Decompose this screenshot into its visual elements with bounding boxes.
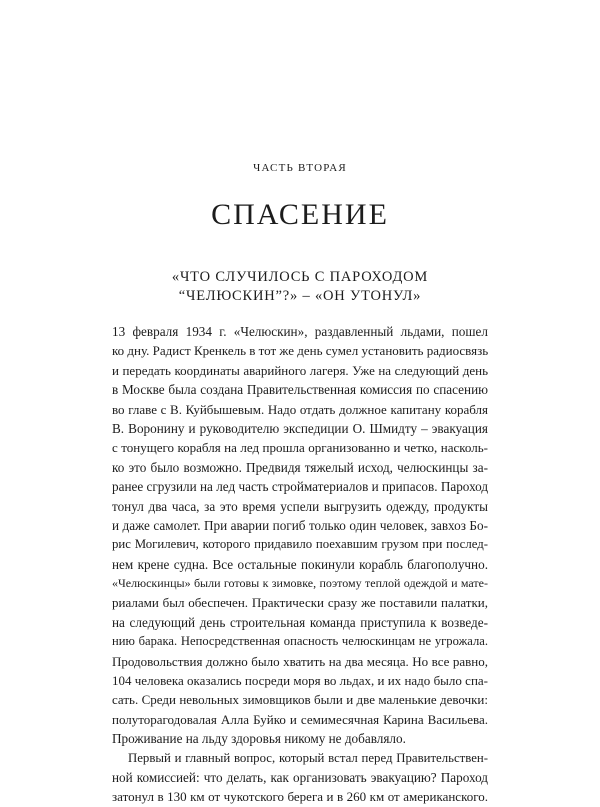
text-line: и передать координаты аварийного лагеря. Уже на следующий день: [112, 362, 488, 378]
text-line: нем крене судна. Все остальные покинули корабль благополучно.: [112, 556, 488, 572]
text-line: ной комиссией: что делать, как организовать эвакуацию? Пароход: [112, 769, 488, 785]
text-line: ко дну. Радист Кренкель в тот же день сумел установить радиосвязь: [112, 343, 489, 359]
text-line: Продовольствия должно было хватить на два месяца. Но все равно,: [112, 653, 488, 669]
text-line: «Челюскинцы» были готовы к зимовке, поэтому теплой одеждой и мате-: [112, 576, 488, 591]
text-line: в Москве была создана Правительственная комиссия по спасению: [112, 382, 488, 398]
text-line: полуторагодовалая Алла Буйко и семимесячная Карина Васильева.: [112, 711, 488, 727]
text-line: ко это было возможно. Предвидя тяжелый исход, челюскинцы за-: [112, 459, 488, 475]
text-line: на следующий день строительная команда приступила к возведе-: [112, 614, 488, 630]
text-line: 104 человека оказались посреди моря во льдах, и их надо было спа-: [112, 673, 488, 689]
body-text: [112, 322, 488, 807]
text-line: Проживание на льду здоровья никому не добавляло.: [112, 731, 406, 747]
chapter-title-line: “ЧЕЛЮСКИН”?» – «ОН УТОНУЛ»: [178, 288, 422, 304]
text-line: сать. Среди невольных зимовщиков были и две маленькие девочки:: [112, 692, 488, 708]
text-line: затонул в 130 км от чукотского берега и в 260 км от американского.: [112, 789, 488, 805]
text-line: и даже самолет. При аварии погиб только один человек, завхоз Бо-: [112, 517, 488, 533]
part-title: СПАСЕНИЕ: [211, 198, 389, 232]
text-line: 13 февраля 1934 г. «Челюскин», раздавленный льдами, пошел: [112, 324, 488, 339]
text-line: нию барака. Непосредственная опасность челюскинцам не угрожала.: [112, 634, 488, 649]
text-line: с тонущего корабля на лед прошла организованно и четко, насколь-: [112, 440, 488, 456]
text-line: ранее сгрузили на лед часть стройматериалов и припасов. Пароход: [112, 479, 489, 495]
text-line: рис Могилевич, которого придавило поехавшим грузом при послед-: [112, 537, 488, 552]
text-line: В. Воронину и руководителю экспедиции О. Шмидту – эвакуация: [112, 420, 488, 436]
part-label: ЧАСТЬ ВТОРАЯ: [253, 162, 347, 174]
chapter-title: [110, 268, 490, 306]
text-line: риалами был обеспечен. Практически сразу же поставили палатки,: [112, 595, 488, 611]
text-line: тонул два часа, за это время успели выгрузить одежду, продукты: [112, 498, 488, 514]
chapter-title-line: «ЧТО СЛУЧИЛОСЬ С ПАРОХОДОМ: [171, 269, 429, 285]
text-line: Первый и главный вопрос, который встал перед Правительствен-: [128, 750, 488, 765]
text-line: во главе с В. Куйбышевым. Надо отдать должное капитану корабля: [112, 401, 488, 417]
